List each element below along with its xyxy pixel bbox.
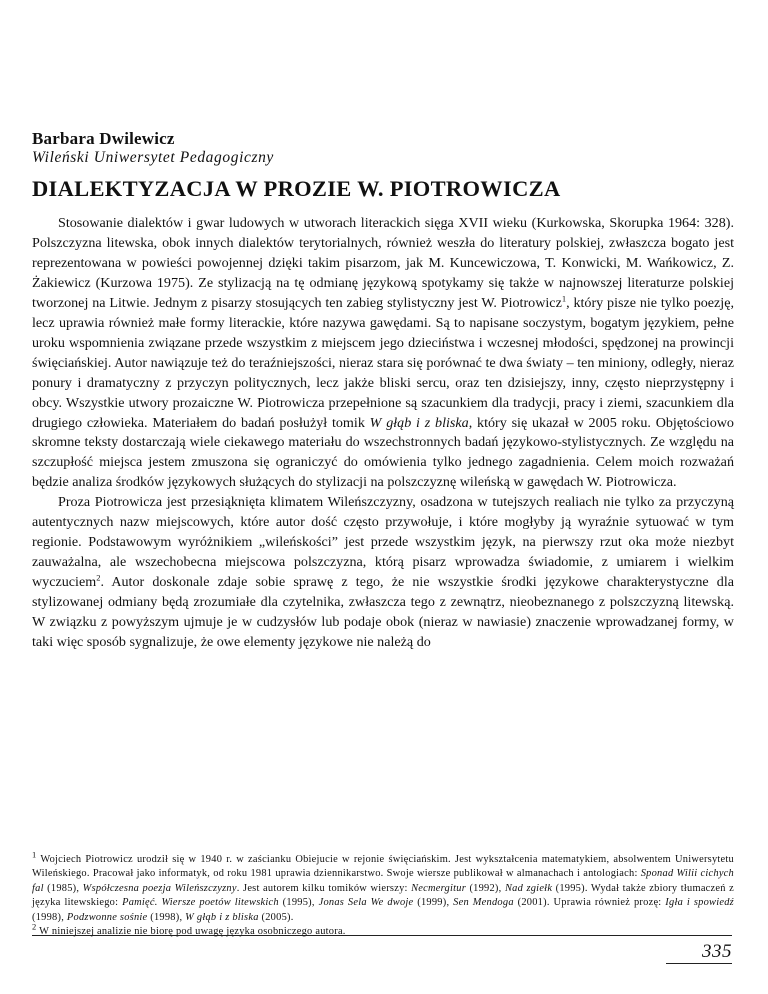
- page-number: 335: [702, 941, 732, 962]
- footnotes: [32, 849, 735, 939]
- author-affiliation: Wileński Uniwersytet Pedagogiczny: [32, 149, 274, 166]
- footnote-1-italic-8: Igła i spowiedź: [665, 897, 734, 909]
- footnote-1-text-h: (2001). Uprawia również prozę:: [513, 897, 666, 909]
- footnote-1-text-j: (1998),: [147, 911, 186, 923]
- book-title: W głąb i z bliska: [369, 414, 469, 431]
- paragraph-1-text-b: , który pisze nie tylko poezję, lecz uprawia również małe formy literackie, które nazywa gawędami. Są to napisane soczystym, bogatym językiem, pełne uroku wspomnienia związane przede wszystkim z miejscem jego dzieciństwa i wczesnej młodości, spędzonej na prowincji święciańskiej. Autor nawiązuje też do teraźniejszości, nieraz stara się porównać te dwa światy – ten miniony, odległy, nieraz ponury i dramatyczny z przyczyn politycznych, lecz jakże bliski sercu, oraz ten dzisiejszy, inny, często nieprzystępny i obcy. Wszystkie utwory prozaiczne W. Piotrowicza przepełnione są szacunkiem dla tradycji, pracy i ziemi, szacunkiem dla drugiego człowieka. Materiałem do badań posłużył tomik: [32, 294, 734, 431]
- footnote-1-text-a: Wojciech Piotrowicz urodził się w 1940 r. w zaścianku Obiejucie w rejonie święciańskim. Jest wykształcenia matematykiem, absolwentem Uniwersytetu Wileńskiego. Pracował jako informatyk, od roku 1981 uprawia dziennikarstwo. Swoje wiersze publikował w almanachach i antologiach:: [32, 854, 734, 880]
- footnote-1-italic-3: Necmergitur: [411, 882, 466, 894]
- footnote-1: [32, 849, 735, 925]
- footnote-1-italic-7: Sen Mendoga: [453, 897, 514, 909]
- footnote-1-text-b: (1985),: [43, 882, 83, 894]
- footnote-1-italic-4: Nad zgiełk: [504, 882, 553, 894]
- paragraph-1-text-c: , który się ukazał w 2005 roku. Objętościowo skromne teksty dostarczają wiele ciekawego materiału do wszechstronnych badań językowo-stylistycznych. Ze względu na szczupłość miejsca jestem zmuszona się ograniczyć do omówienia tylko jednego zagadnienia. Celem moich rozważań będzie analiza środków językowych służących do stylizacji na polszczyznę wileńską w gawędach W. Piotrowicza.: [32, 414, 734, 491]
- paragraph-2-text-a: Proza Piotrowicza jest przesiąknięta klimatem Wileńszczyzny, osadzona w tutejszych realiach nie tylko za przyczyną autentycznych nazw miejscowych, które autor dość często przywołuje, i które mogłyby ją wyraźnie sytuować w tym regionie. Podstawowym wyróżnikiem „wileńskości” jest przede wszystkim język, na pierwszy rzut oka może niezbyt zauważalna, ale wszechobecna miejscowa polszczyzna, którą pisarz wprowadza świadomie, z umiarem i wielkim wyczuciem: [32, 494, 734, 591]
- page-number-rule: [666, 963, 732, 964]
- footnote-1-text-i: (1998),: [32, 911, 67, 923]
- paragraph-1: [32, 214, 734, 493]
- footnote-1-italic-5: Pamięć. Wiersze poetów litewskich: [122, 897, 279, 909]
- author-name: Barbara Dwilewicz: [32, 129, 175, 148]
- footnote-1-text-d: (1992),: [466, 882, 505, 894]
- article-title: DIALEKTYZACJA W PROZIE W. PIOTROWICZA: [32, 176, 561, 201]
- footnote-1-italic-9: Podzwonne sośnie: [66, 911, 148, 923]
- footnote-1-marker: 1: [32, 849, 37, 860]
- footnote-2-text: W niniejszej analizie nie biorę pod uwagę języka osobniczego autora.: [39, 926, 346, 938]
- footnote-1-italic-6: Jonas Sela We dwoje: [318, 897, 414, 909]
- footnote-1-text-c: . Jest autorem kilku tomików wierszy:: [236, 882, 412, 894]
- paragraph-1-text-a: Stosowanie dialektów i gwar ludowych w utworach literackich sięga XVII wieku (Kurkowska, Skorupka 1964: 328). Polszczyzna litewska, obok innych dialektów terytorialnych, również weszła do literatury polskiej, zwłaszcza bogato jest reprezentowana w powieści powojennej dzięki takim pisarzom, jak M. Kuncewiczowa, T. Konwicki, M. Wańkowicz, Z. Żakiewicz (Kurzowa 1975). Ze stylizacją na tę odmianę językową spotykamy się także w najnowszej literaturze polskiej tworzonej na Litwie. Jednym z pisarzy stosujących ten zabieg stylistyczny jest W. Piotrowicz: [32, 215, 734, 311]
- footnote-1-italic-10: W głąb i z bliska: [185, 911, 259, 923]
- footnote-2: [32, 921, 734, 939]
- footnote-1-italic-2: Współczesna poezja Wileńszczyzny: [82, 882, 237, 894]
- footnote-ref-2: 2: [96, 572, 101, 583]
- footnote-1-text-k: (2005).: [258, 911, 294, 923]
- footnote-ref-1: 1: [561, 293, 567, 304]
- footnote-1-text-g: (1999),: [413, 897, 454, 909]
- article-body: [32, 214, 734, 653]
- footnote-1-italic-1: Sponad Wilii cichych fal: [32, 868, 734, 894]
- paragraph-2-text-b: . Autor doskonale zdaje sobie sprawę z tego, że nie wszystkie środki językowe charakterystyczne dla stylizowanej odmiany będą zrozumiałe dla czytelnika, zwłaszcza tego z zewnątrz, nieobeznanego z polszczyzną litewską. W związku z powyższym ujmuje je w cudzysłów lub podaje obok (nieraz w nawiasie) znaczenie wprowadzanej formy, w taki więc sposób sygnalizuje, że owe elementy językowe nie należą do: [32, 574, 734, 651]
- footnote-1-text-f: (1995),: [278, 897, 319, 909]
- paragraph-2: [32, 493, 734, 653]
- footnote-2-marker: 2: [32, 921, 37, 932]
- footnote-1-text-e: (1995). Wydał także zbiory tłumaczeń z języka litewskiego:: [32, 882, 735, 909]
- bottom-rule: [32, 935, 732, 936]
